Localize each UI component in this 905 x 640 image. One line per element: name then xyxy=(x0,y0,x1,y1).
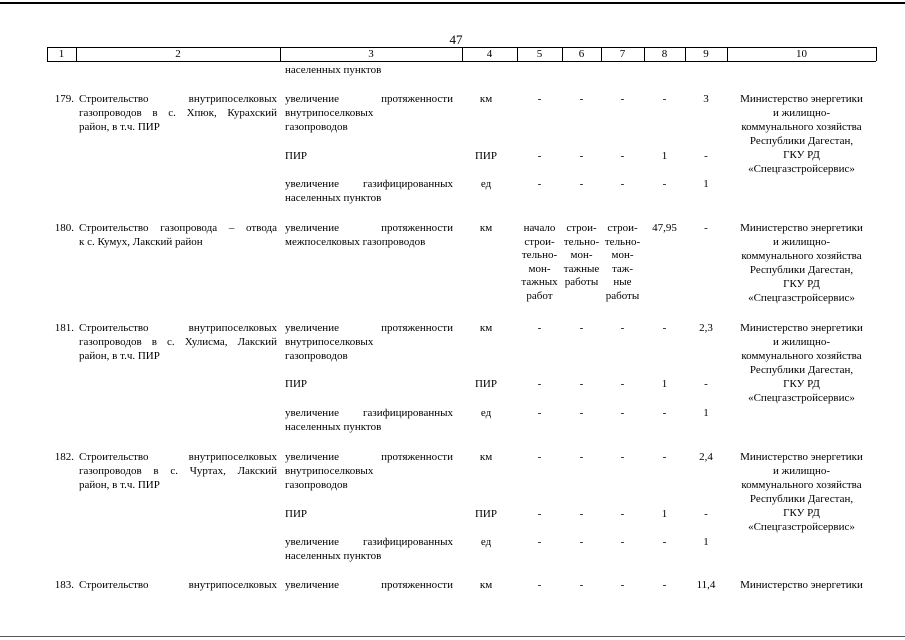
indicator-line: увеличение газифицированных xyxy=(285,407,453,419)
unit-cell: ед xyxy=(480,407,492,419)
col6-value: - xyxy=(579,407,584,419)
project-name-line: район, в т.ч. ПИР xyxy=(79,350,160,362)
org-line: Министерство энергетики xyxy=(740,451,863,463)
col6-value: - xyxy=(579,93,584,105)
col-header-5: 5 xyxy=(536,48,543,60)
col8-value: - xyxy=(662,407,667,419)
project-name-line: газопроводов в с. Хулисма, Лакский xyxy=(79,336,277,348)
org-line: Республики Дагестан, xyxy=(749,135,854,147)
col9-value: - xyxy=(704,378,708,390)
col6-value: - xyxy=(579,150,584,162)
indicator-line: населенных пунктов xyxy=(285,550,382,562)
project-name-line: к с. Кумух, Лакский район xyxy=(79,236,203,248)
indicator-line: увеличение газифицированных xyxy=(285,178,453,190)
org-line: «Спецгазстройсервис» xyxy=(748,292,855,304)
col7-value: - xyxy=(620,508,625,520)
project-name-line: Строительство внутрипоселковых xyxy=(79,322,277,334)
col9-value: 3 xyxy=(703,93,709,105)
indicator-line: увеличение протяженности xyxy=(285,579,453,591)
unit-cell: км xyxy=(479,222,493,234)
indicator-line: газопроводов xyxy=(285,479,348,491)
col9-value: 1 xyxy=(703,536,709,548)
indicator-line: внутрипоселковых xyxy=(285,107,374,119)
col5-value: - xyxy=(537,508,542,520)
org-line: Республики Дагестан, xyxy=(749,364,854,376)
org-line: Министерство энергетики xyxy=(740,322,863,334)
unit-cell: ед xyxy=(480,536,492,548)
unit-cell: км xyxy=(479,579,493,591)
col7-value: - xyxy=(620,322,625,334)
indicator-line: внутрипоселковых xyxy=(285,465,374,477)
col9-value: - xyxy=(704,150,708,162)
continuation-text: населенных пунктов xyxy=(285,64,382,76)
org-line: коммунального хозяйства xyxy=(741,121,862,133)
col5-value: - xyxy=(537,322,542,334)
unit-cell: км xyxy=(479,322,493,334)
col5-value: - xyxy=(537,378,542,390)
col6-value: - xyxy=(579,579,584,591)
scan-top-edge xyxy=(0,2,905,4)
col9-value: 1 xyxy=(703,407,709,419)
project-name-line: Строительство внутрипоселковых xyxy=(79,579,277,591)
col5-value: - xyxy=(537,579,542,591)
col5-value: - xyxy=(537,150,542,162)
col8-value: - xyxy=(662,451,667,463)
indicator-line: газопроводов xyxy=(285,350,348,362)
col8-value: - xyxy=(662,579,667,591)
page-number: 47 xyxy=(449,32,463,47)
project-name-line: газопроводов в с. Хпюк, Курахский xyxy=(79,107,277,119)
unit-cell: км xyxy=(479,93,493,105)
unit-cell: ПИР xyxy=(474,378,497,390)
col6-value: - xyxy=(579,322,584,334)
col5-value: - xyxy=(537,93,542,105)
indicator-line: ПИР xyxy=(285,378,308,390)
header-bottom-rule xyxy=(47,61,876,62)
col7-value: строи- тельно- мон- таж- ные работы xyxy=(604,222,641,302)
col6-value: - xyxy=(579,378,584,390)
col-header-6: 6 xyxy=(578,48,585,60)
col8-value: 1 xyxy=(661,150,668,162)
org-line: ГКУ РД xyxy=(783,507,820,519)
col5-value: - xyxy=(537,407,542,419)
col5-value: начало строи- тельно- мон- тажных работ xyxy=(521,222,558,302)
indicator-line: внутрипоселковых xyxy=(285,336,374,348)
org-line: Республики Дагестан, xyxy=(749,264,854,276)
indicator-line: населенных пунктов xyxy=(285,192,382,204)
col8-value: 1 xyxy=(661,508,668,520)
col7-value: - xyxy=(620,178,625,190)
scan-bottom-edge xyxy=(0,636,905,637)
indicator-line: населенных пунктов xyxy=(285,421,382,433)
org-line: «Спецгазстройсервис» xyxy=(748,521,855,533)
col8-value: 47,95 xyxy=(652,222,677,234)
row-number: 181. xyxy=(54,322,74,334)
org-line: коммунального хозяйства xyxy=(741,250,862,262)
org-line: ГКУ РД xyxy=(783,149,820,161)
project-name-line: район, в т.ч. ПИР xyxy=(79,479,160,491)
col5-value: - xyxy=(537,451,542,463)
col9-value: - xyxy=(704,222,708,234)
col7-value: - xyxy=(620,451,625,463)
col-divider xyxy=(876,47,877,61)
org-line: и жилищно- xyxy=(772,465,831,477)
col6-value: строи- тельно- мон- тажные работы xyxy=(563,222,600,288)
col9-value: 2,3 xyxy=(699,322,713,334)
project-name-line: Строительство внутрипоселковых xyxy=(79,451,277,463)
col7-value: - xyxy=(620,378,625,390)
unit-cell: ПИР xyxy=(474,508,497,520)
indicator-line: ПИР xyxy=(285,508,308,520)
col-header-8: 8 xyxy=(661,48,668,60)
org-line: и жилищно- xyxy=(772,336,831,348)
org-line: коммунального хозяйства xyxy=(741,350,862,362)
indicator-line: увеличение протяженности xyxy=(285,93,453,105)
col6-value: - xyxy=(579,178,584,190)
col7-value: - xyxy=(620,93,625,105)
col8-value: 1 xyxy=(661,378,668,390)
project-name-line: Строительство газопровода – отвода xyxy=(79,222,277,234)
project-name-line: газопроводов в с. Чуртах, Лакский xyxy=(79,465,277,477)
org-line: ГКУ РД xyxy=(783,278,820,290)
col5-value: - xyxy=(537,178,542,190)
org-line: «Спецгазстройсервис» xyxy=(748,163,855,175)
indicator-line: увеличение протяженности xyxy=(285,451,453,463)
col-header-1: 1 xyxy=(58,48,65,60)
org-line: и жилищно- xyxy=(772,236,831,248)
row-number: 182. xyxy=(54,451,74,463)
unit-cell: км xyxy=(479,451,493,463)
unit-cell: ПИР xyxy=(474,150,497,162)
col-header-7: 7 xyxy=(619,48,626,60)
col8-value: - xyxy=(662,536,667,548)
col6-value: - xyxy=(579,508,584,520)
col7-value: - xyxy=(620,579,625,591)
col7-value: - xyxy=(620,407,625,419)
org-line: «Спецгазстройсервис» xyxy=(748,392,855,404)
row-number: 183. xyxy=(54,579,74,591)
unit-cell: ед xyxy=(480,178,492,190)
indicator-line: увеличение протяженности xyxy=(285,322,453,334)
indicator-line: увеличение газифицированных xyxy=(285,536,453,548)
col-header-2: 2 xyxy=(175,48,181,60)
col9-value: - xyxy=(704,508,708,520)
org-line: Республики Дагестан, xyxy=(749,493,854,505)
project-name-line: Строительство внутрипоселковых xyxy=(79,93,277,105)
indicator-line: межпоселковых газопроводов xyxy=(285,236,426,248)
col9-value: 2,4 xyxy=(699,451,713,463)
indicator-line: газопроводов xyxy=(285,121,348,133)
org-line: Министерство энергетики xyxy=(740,93,863,105)
org-line: коммунального хозяйства xyxy=(741,479,862,491)
col9-value: 1 xyxy=(703,178,709,190)
project-name-line: район, в т.ч. ПИР xyxy=(79,121,160,133)
col7-value: - xyxy=(620,150,625,162)
row-number: 179. xyxy=(54,93,74,105)
col7-value: - xyxy=(620,536,625,548)
col8-value: - xyxy=(662,322,667,334)
col-header-10: 10 xyxy=(796,48,807,60)
col8-value: - xyxy=(662,93,667,105)
org-line: и жилищно- xyxy=(772,107,831,119)
org-line: ГКУ РД xyxy=(783,378,820,390)
indicator-line: ПИР xyxy=(285,150,308,162)
col-header-9: 9 xyxy=(703,48,709,60)
row-number: 180. xyxy=(54,222,74,234)
col8-value: - xyxy=(662,178,667,190)
org-line: Министерство энергетики xyxy=(740,222,863,234)
org-line: Министерство энергетики xyxy=(740,579,863,591)
col6-value: - xyxy=(579,451,584,463)
indicator-line: увеличение протяженности xyxy=(285,222,453,234)
col6-value: - xyxy=(579,536,584,548)
col-header-4: 4 xyxy=(486,48,493,60)
col9-value: 11,4 xyxy=(696,579,716,591)
col-header-3: 3 xyxy=(368,48,374,60)
col5-value: - xyxy=(537,536,542,548)
